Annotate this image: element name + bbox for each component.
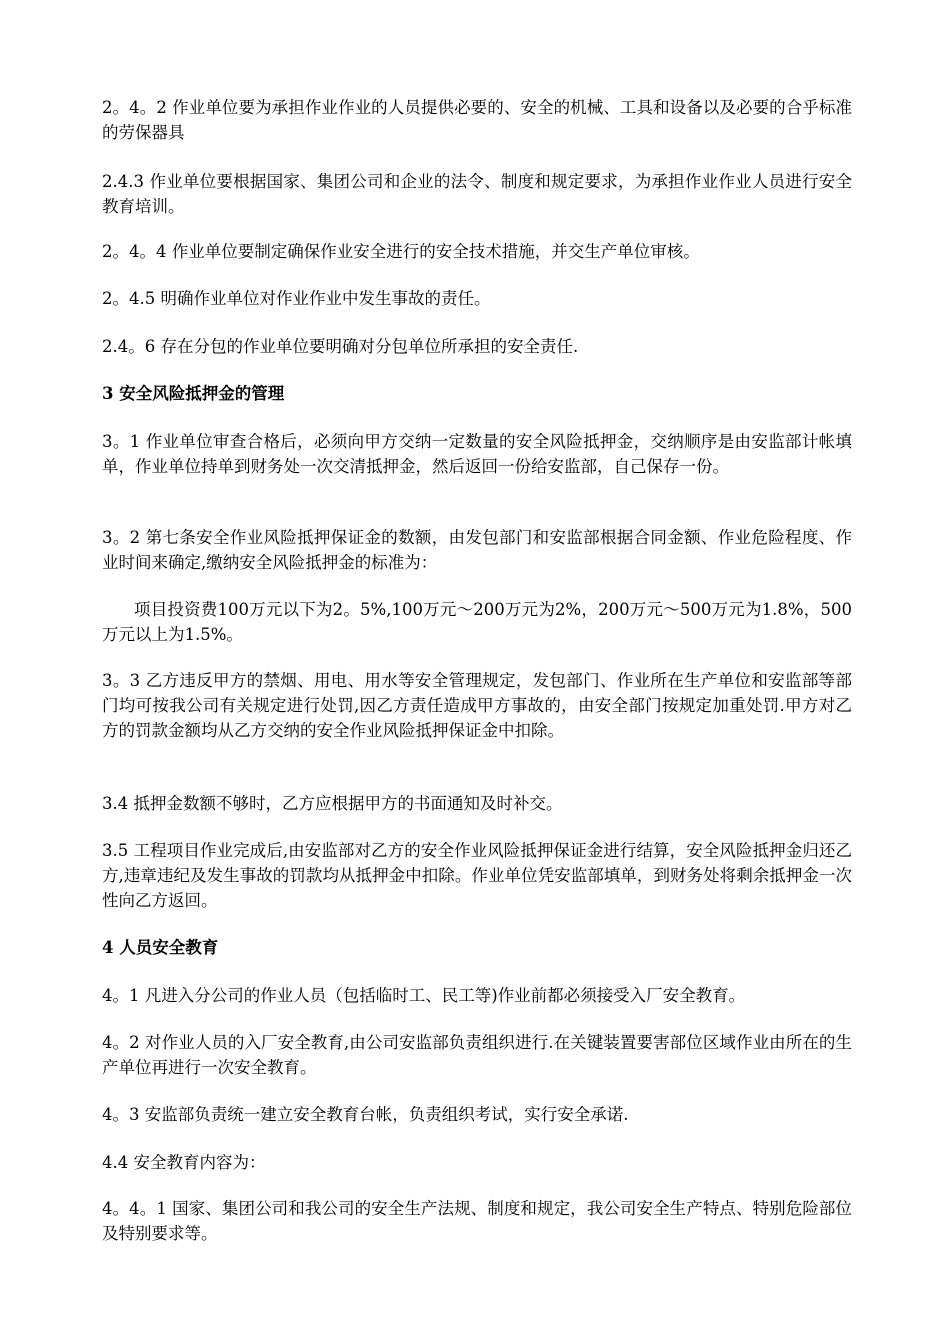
paragraph-4-4: 4.4 安全教育内容为： — [102, 1153, 266, 1172]
section-heading-4: 4 人员安全教育 — [102, 938, 219, 957]
paragraph-deposit-standard: 项目投资费100万元以下为2。5%,100万元～200万元为2%，200万元～500万元为1.8%，500万元以上为1.5%。 — [102, 600, 852, 644]
paragraph-4-3: 4。3 安监部负责统一建立安全教育台帐，负责组织考试，实行安全承诺. — [102, 1105, 629, 1124]
paragraph-3-1: 3。1 作业单位审查合格后，必须向甲方交纳一定数量的安全风险抵押金，交纳顺序是由安监部计帐填单，作业单位持单到财务处一次交清抵押金，然后返回一份给安监部，自己保存一份。 — [102, 432, 852, 476]
section-heading-3: 3 安全风险抵押金的管理 — [102, 384, 285, 403]
paragraph-3-2: 3。2 第七条安全作业风险抵押保证金的数额，由发包部门和安监部根据合同金额、作业危险程度、作业时间来确定,缴纳安全风险抵押金的标准为： — [102, 528, 852, 572]
paragraph-3-4: 3.4 抵押金数额不够时，乙方应根据甲方的书面通知及时补交。 — [102, 794, 563, 813]
paragraph-2-4-2: 2。4。2 作业单位要为承担作业作业的人员提供必要的、安全的机械、工具和设备以及必要的合乎标准的劳保器具 — [102, 98, 852, 142]
paragraph-4-2: 4。2 对作业人员的入厂安全教育,由公司安监部负责组织进行.在关键装置要害部位区域作业由所在的生产单位再进行一次安全教育。 — [102, 1033, 852, 1077]
paragraph-3-5: 3.5 工程项目作业完成后,由安监部对乙方的安全作业风险抵押保证金进行结算，安全风险抵押金归还乙方,违章违纪及发生事故的罚款均从抵押金中扣除。作业单位凭安监部填单，到财务处将剩余抵押金一次性向乙方返回。 — [102, 841, 852, 910]
paragraph-2-4-6: 2.4。6 存在分包的作业单位要明确对分包单位所承担的安全责任. — [102, 337, 579, 356]
paragraph-4-4-1: 4。4。1 国家、集团公司和我公司的安全生产法规、制度和规定，我公司安全生产特点、特别危险部位及特别要求等。 — [102, 1199, 852, 1243]
paragraph-2-4-5: 2。4.5 明确作业单位对作业作业中发生事故的责任。 — [102, 289, 491, 308]
paragraph-4-1: 4。1 凡进入分公司的作业人员（包括临时工、民工等)作业前都必须接受入厂安全教育。 — [102, 986, 746, 1005]
paragraph-3-3: 3。3 乙方违反甲方的禁烟、用电、用水等安全管理规定，发包部门、作业所在生产单位和安监部等部门均可按我公司有关规定进行处罚,因乙方责任造成甲方事故的，由安全部门按规定加重处罚.甲方对乙方的罚款金额均从乙方交纳的安全作业风险抵押保证金中扣除。 — [102, 671, 852, 740]
paragraph-2-4-4: 2。4。4 作业单位要制定确保作业安全进行的安全技术措施，并交生产单位审核。 — [102, 242, 700, 261]
paragraph-2-4-3: 2.4.3 作业单位要根据国家、集团公司和企业的法令、制度和规定要求，为承担作业作业人员进行安全教育培训。 — [102, 172, 852, 216]
